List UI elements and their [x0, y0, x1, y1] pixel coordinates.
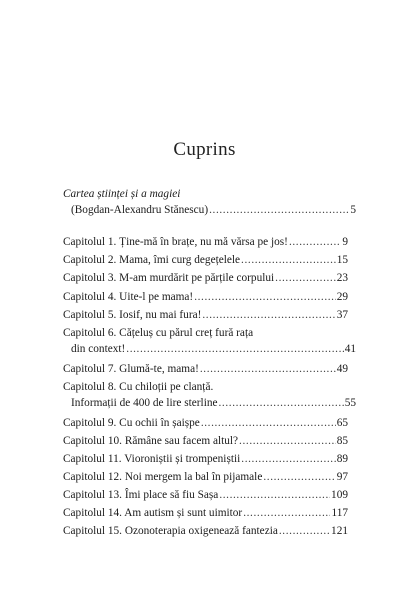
page-number: 23 [336, 272, 348, 284]
dot-leader [241, 452, 335, 466]
toc-entry-chapter-1[interactable] [63, 235, 348, 251]
toc-entry-chapter-6[interactable] [63, 326, 356, 358]
chapter-title: Capitolul 14. Am autism și sunt uimitor [63, 507, 243, 519]
dot-leader [275, 271, 336, 285]
dot-leader [200, 362, 336, 376]
page-number: 117 [331, 507, 348, 519]
dot-leader [243, 506, 330, 520]
page-number: 109 [331, 489, 348, 501]
chapter-title: Capitolul 10. Rămâne sau facem altul? [63, 435, 239, 447]
page-number: 15 [336, 254, 348, 266]
toc-entry-chapter-4[interactable] [63, 290, 348, 306]
page-number: 121 [331, 525, 348, 537]
toc-entry-chapter-8[interactable] [63, 380, 356, 412]
dot-leader [201, 416, 336, 430]
chapter-title: Capitolul 15. Ozonoterapia oxigenează fantezia [63, 525, 278, 537]
chapter-title-continued: din context! [71, 343, 126, 355]
page-number: 41 [344, 343, 356, 355]
toc-entry-chapter-15[interactable] [63, 524, 348, 540]
page-number: 29 [336, 291, 348, 303]
page-number: 85 [336, 435, 348, 447]
toc-entry-foreword[interactable] [63, 187, 356, 219]
toc-entry-chapter-10[interactable] [63, 434, 348, 450]
chapter-title: Capitolul 13. Îmi place să fiu Sașa [63, 489, 219, 501]
page-number: 49 [336, 363, 348, 375]
chapter-title: Capitolul 6. Cățeluș cu părul creț fură rața [63, 327, 254, 339]
foreword-author: (Bogdan-Alexandru Stănescu) [71, 204, 209, 216]
dot-leader [289, 235, 341, 249]
page-number: 5 [350, 204, 356, 216]
page-number: 89 [336, 453, 348, 465]
chapter-title: Capitolul 7. Glumă-te, mama! [63, 363, 199, 375]
page-title: Cuprins [173, 139, 236, 160]
toc-entry-chapter-3[interactable] [63, 271, 348, 287]
page-number: 97 [336, 471, 348, 483]
chapter-title: Capitolul 1. Ține-mă în brațe, nu mă vărsa pe jos! [63, 236, 288, 248]
page-number: 9 [342, 236, 348, 248]
dot-leader [279, 524, 330, 538]
toc-entry-chapter-2[interactable] [63, 253, 348, 269]
chapter-title: Capitolul 3. M-am murdărit pe părțile corpului [63, 272, 275, 284]
dot-leader [219, 396, 344, 410]
toc-line [63, 203, 356, 219]
foreword-title: Cartea științei și a magiei [63, 188, 181, 200]
dot-leader [263, 470, 335, 484]
page-number: 55 [344, 397, 356, 409]
dot-leader [202, 308, 335, 322]
chapter-title: Capitolul 8. Cu chiloții pe clanță. [63, 381, 214, 393]
dot-leader [126, 342, 343, 356]
toc-entry-chapter-11[interactable] [63, 452, 348, 468]
chapter-title: Capitolul 4. Uite-l pe mama! [63, 291, 194, 303]
dot-leader [219, 488, 330, 502]
dot-leader [209, 203, 349, 217]
toc-entry-chapter-5[interactable] [63, 308, 348, 324]
chapter-title-continued: Informații de 400 de lire sterline [71, 397, 218, 409]
toc-entry-chapter-13[interactable] [63, 488, 348, 504]
chapter-title: Capitolul 2. Mama, îmi curg degețelele [63, 254, 241, 266]
page-number: 37 [336, 309, 348, 321]
toc-entry-chapter-9[interactable] [63, 416, 348, 432]
chapter-title: Capitolul 11. Vioroniștii și trompeniștii [63, 453, 241, 465]
page-number: 65 [336, 417, 348, 429]
chapter-title: Capitolul 5. Iosif, nu mai fura! [63, 309, 202, 321]
toc-entry-chapter-12[interactable] [63, 470, 348, 486]
dot-leader [194, 290, 336, 304]
toc-entry-chapter-7[interactable] [63, 362, 348, 378]
dot-leader [241, 253, 336, 267]
chapter-title: Capitolul 9. Cu ochii în șaișpe [63, 417, 200, 429]
toc-entry-chapter-14[interactable] [63, 506, 348, 522]
chapter-title: Capitolul 12. Noi mergem la bal în pijamale [63, 471, 263, 483]
dot-leader [239, 434, 336, 448]
